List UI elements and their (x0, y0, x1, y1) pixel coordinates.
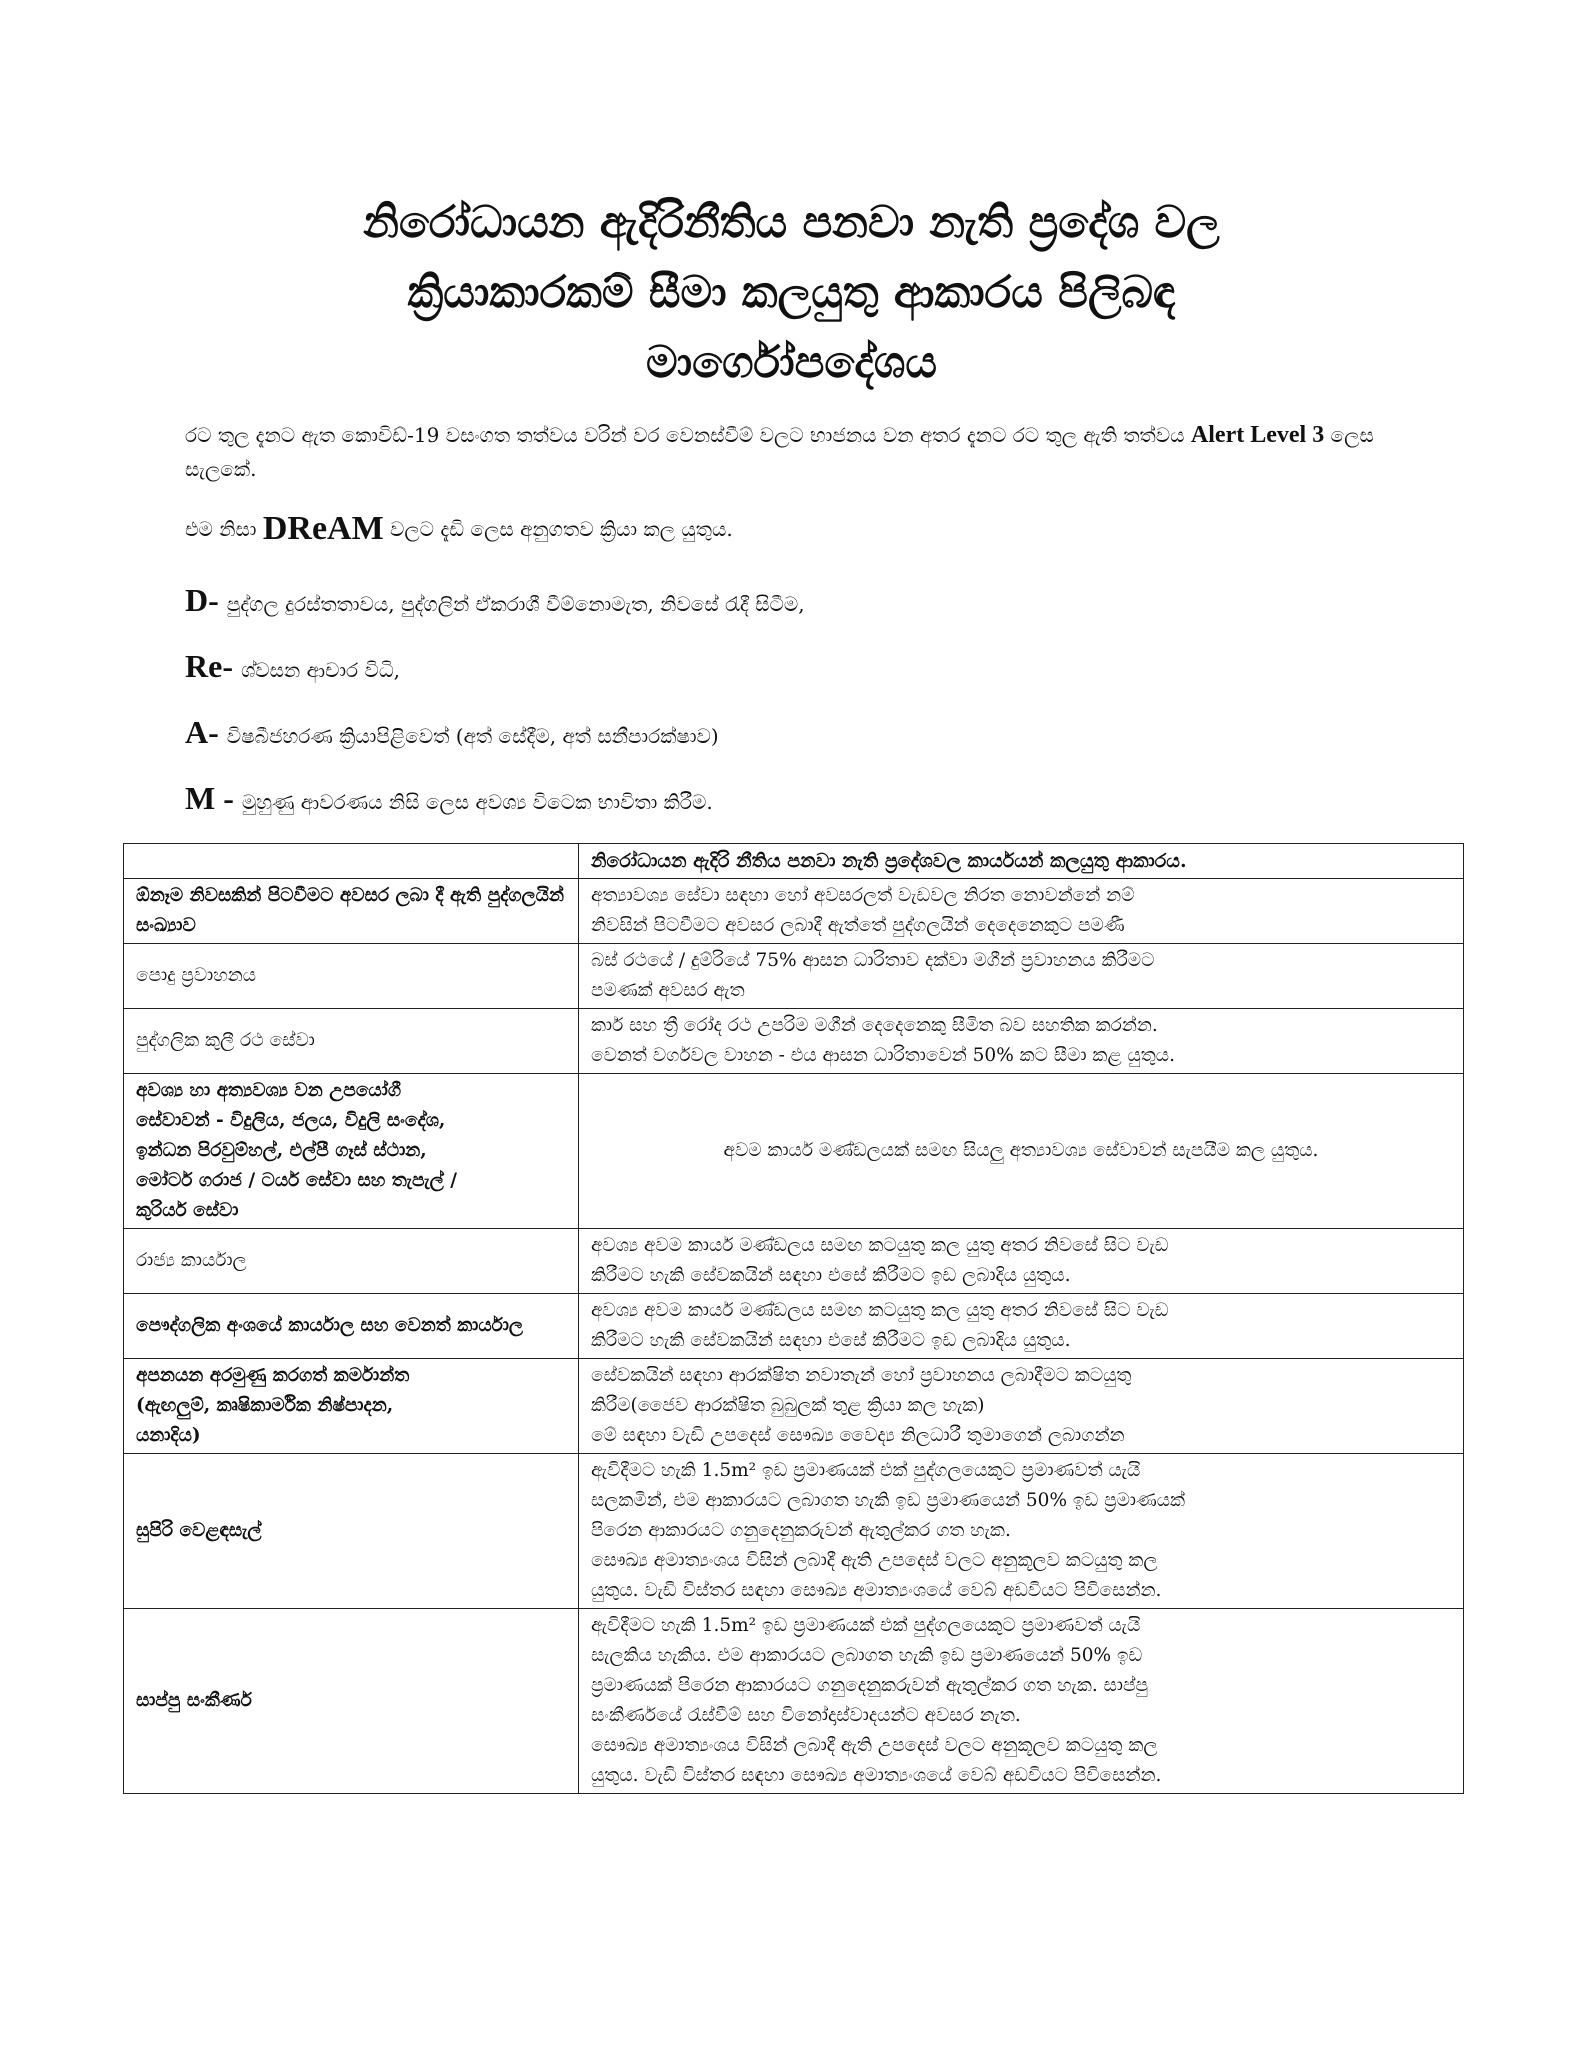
detail-line: ඇවිදීමට හැකි 1.5m² ඉඩ ප්‍රමාණයක් එක් පුද්ගලයෙකුට ප්‍රමාණවත් යැයි (591, 1615, 1141, 1636)
dream-item-m (185, 778, 1415, 822)
dream-letter: M - (185, 780, 234, 816)
detail-line: සේවකයින් සඳහා ආරක්ෂිත නවාතැන් හෝ ප්‍රවාහනය ලබාදීමට කටයුතු (591, 1365, 1132, 1386)
category-line: සේවාවන් - විදුලිය, ජලය, විදුලි සංදේශ, (136, 1110, 446, 1131)
table-row (124, 1009, 1464, 1074)
row-details (579, 944, 1464, 1009)
detail-line: යුතුය. වැඩි විස්තර සඳහා සෞඛ්‍ය අමාත්‍යංශයේ වෙබ් අඩවියට පිවිසෙන්න. (591, 1580, 1162, 1601)
detail-line: සැලකිය හැකිය. එම ආකාරයට ලබාගත හැකි ඉඩ ප්‍රමාණයෙන් 50% ඉඩ (591, 1645, 1143, 1666)
table-header-row (124, 844, 1464, 879)
guidelines-table (123, 843, 1464, 1794)
row-category: පෞද්ගලික අංශයේ කාර්යාල සහ වෙනත් කාර්යාල (124, 1294, 579, 1359)
title-line-2: ක්‍රියාකාරකම් සීමා කලයුතු ආකාරය පිලිබඳ (407, 267, 1176, 318)
table-header-left (124, 844, 579, 879)
detail-line: ප්‍රමාණයක් පිරෙන ආකාරයට ගනුදෙනුකරුවන් ඇතුල්කර ගත හැක. සාප්පු (591, 1675, 1149, 1696)
detail-line: කිරීම(ජෛව ආරක්ෂිත බුබුලක් තුළ ක්‍රියා කල හැක) (591, 1395, 985, 1416)
category-line: අපනයන අරමුණු කරගත් කර්මාන්ත (136, 1365, 410, 1386)
intro-text-after: ලෙස සැලකේ. (185, 423, 1374, 481)
detail-line: සංකීර්ණයේ රැස්වීම් සහ විනෝදාස්වාදයන්ට අවසර නැත. (591, 1705, 1021, 1726)
detail-line: සෞඛ්‍ය අමාත්‍යංශය විසින් ලබාදී ඇති උපදෙස් වලට අනුකූලව කටයුතු කල (591, 1735, 1158, 1756)
detail-line: අත්‍යාවශ්‍ය සේවා සඳහා හෝ අවසරලත් වැඩවල නිරත නොවන්නේ නම් (591, 885, 1135, 906)
table-row (124, 1359, 1464, 1454)
row-details (579, 879, 1464, 944)
row-details (579, 1609, 1464, 1794)
row-category: පොදු ප්‍රවාහනය (124, 944, 579, 1009)
detail-line: කාර් සහ ත්‍රී රෝද රථ උපරිම මගීන් දෙදෙනෙකු සීමිත බව සහතික කරන්න. (591, 1015, 1158, 1036)
row-details (579, 1074, 1464, 1229)
detail-line: මේ සඳහා වැඩි උපදෙස් සෞඛ්‍ය වෛද්‍ය නිලධාරී තුමාගෙන් ලබාගන්න (591, 1425, 1125, 1446)
row-category (124, 1074, 579, 1229)
row-category (124, 1359, 579, 1454)
alert-level: Alert Level 3 (1190, 422, 1325, 448)
row-details (579, 1454, 1464, 1609)
detail-line: වෙනත් වර්ගවල වාහන - එය ආසන ධාරිතාවෙන් 50% කට සීමා කළ යුතුය. (591, 1045, 1175, 1066)
detail-line: සෞඛ්‍ය අමාත්‍යංශය විසින් ලබාදී ඇති උපදෙස් වලට අනුකූලව කටයුතු කල (591, 1550, 1158, 1571)
detail-line: අවශ්‍ය අවම කාර්ය මණ්ඩලය සමඟ කටයුතු කල යුතු අතර නිවසේ සිට වැඩ (591, 1235, 1169, 1256)
detail-line: කිරීමට හැකි සේවකයින් සඳහා එසේ කිරීමට ඉඩ ලබාදිය යුතුය. (591, 1265, 1071, 1286)
row-category: සාප්පු සංකීර්ණ (124, 1609, 579, 1794)
detail-line: අවශ්‍ය අවම කාර්ය මණ්ඩලය සමඟ කටයුතු කල යුතු අතර නිවසේ සිට වැඩ (591, 1300, 1169, 1321)
table-row (124, 1294, 1464, 1359)
title-line-1: නිරෝධායන ඇදිරිනීතිය පනවා නැති ප්‍රදේශ වල (363, 197, 1220, 248)
dream-item-re (185, 646, 1415, 690)
category-line: අවශ්‍ය හා අත්‍යවශ්‍ය වන උපයෝගී (136, 1080, 402, 1101)
dream-item-text: ශ්වසන ආචාර විධි, (240, 658, 401, 682)
table-row (124, 944, 1464, 1009)
row-category: සුපිරි වෙළඳසැල් (124, 1454, 579, 1609)
dream-item-text: විෂබීජහරණ ක්‍රියාපිළිවෙත් (අත් සේදීම, අත් සනීපාරක්ෂාව) (226, 724, 719, 748)
detail-line: බස් රථයේ / දුම්රියේ 75% ආසන ධාරිතාව දක්වා මගීන් ප්‍රවාහනය කිරීමට (591, 950, 1155, 971)
table-row (124, 1229, 1464, 1294)
detail-line: පමණක් අවසර ඇත (591, 980, 745, 1001)
category-line: ඉන්ධන පිරවුම්හල්, එල්පී ගෑස් ස්ථාන, (136, 1140, 427, 1161)
row-details (579, 1009, 1464, 1074)
detail-line: අවම කාර්ය මණ්ඩලයක් සමඟ සියලු අත්‍යාවශ්‍ය සේවාවන් සැපයීම කල යුතුය. (723, 1140, 1319, 1161)
category-line: (ඇඟලුම්, කෘෂිකාර්මික නිෂ්පාදන, (136, 1395, 394, 1416)
dream-letter: Re- (185, 648, 233, 684)
category-line: යනාදිය) (136, 1425, 201, 1446)
detail-line: යුතුය. වැඩි විස්තර සඳහා සෞඛ්‍ය අමාත්‍යංශයේ වෙබ් අඩවියට පිවිසෙන්න. (591, 1765, 1162, 1786)
detail-line: සලකමින්, එම ආකාරයට ලබාගත හැකි ඉඩ ප්‍රමාණයෙන් 50% ඉඩ ප්‍රමාණයක් (591, 1490, 1186, 1511)
row-details (579, 1229, 1464, 1294)
dream-item-text: පුද්ගල දුරස්තතාවය, පුද්ගලින් ඒකරාශී වීම්නොමැත, නිවසේ රැදී සිටීම, (226, 592, 805, 616)
category-line: මෝටර් ගරාජ / ටයර් සේවා සහ තැපැල් / (136, 1170, 457, 1191)
dream-after: වලට දැඩි ලෙස අනුගතව ක්‍රියා කල යුතුය. (383, 517, 733, 541)
intro-text-before: රට තුල දැනට ඇත කොවිඩ්-19 වසංගත තත්වය වරින් වර වෙනස්වීම් වලට භාජනය වන අතර දැනට රට තුල ඇති තත්වය (185, 423, 1191, 447)
dream-letter: D- (185, 582, 219, 618)
table-row (124, 1074, 1464, 1229)
table-row (124, 1454, 1464, 1609)
row-category: පුද්ගලික කුලී රථ සේවා (124, 1009, 579, 1074)
detail-line: කිරීමට හැකි සේවකයින් සඳහා එසේ කිරීමට ඉඩ ලබාදිය යුතුය. (591, 1330, 1071, 1351)
title-line-3: මාර්ගෝපදේශය (646, 337, 937, 388)
dream-word: DReAM (262, 510, 384, 547)
dream-paragraph (185, 512, 1415, 546)
dream-before: එම නිසා (185, 517, 263, 541)
row-category: රාජ්‍ය කාර්යාල (124, 1229, 579, 1294)
dream-item-text: මුහුණු ආවරණය නිසි ලෙස අවශ්‍ය විටෙක භාවිතා කිරීම. (241, 790, 713, 814)
table-row (124, 879, 1464, 944)
dream-item-a (185, 712, 1415, 756)
row-details (579, 1294, 1464, 1359)
table-body (124, 879, 1464, 1794)
row-details (579, 1359, 1464, 1454)
dream-letter: A- (185, 714, 219, 750)
detail-line: ඇවිදීමට හැකි 1.5m² ඉඩ ප්‍රමාණයක් එක් පුද්ගලයෙකුට ප්‍රමාණවත් යැයි (591, 1460, 1141, 1481)
detail-line: නිවසින් පිටවීමට අවසර ලබාදී ඇත්තේ පුද්ගලයින් දෙදෙනෙකුට පමණී (591, 915, 1125, 936)
table-row (124, 1609, 1464, 1794)
intro-paragraph (185, 418, 1415, 486)
row-category: ඕනෑම නිවසකින් පිටවීමට අවසර ලබා දී ඇති පුද්ගලයින් සංඛ්‍යාව (124, 879, 579, 944)
document-title (180, 188, 1403, 398)
dream-item-d (185, 580, 1415, 624)
table-header-right: නිරෝධායන ඇදිරි නීතිය පනවා නැති ප්‍රදේශවල කාර්යයන් කලයුතු ආකාරය. (579, 844, 1464, 879)
category-line: කුරියර් සේවා (136, 1200, 239, 1221)
detail-line: පිරෙන ආකාරයට ගනුදෙනුකරුවන් ඇතුල්කර ගත හැක. (591, 1520, 1011, 1541)
